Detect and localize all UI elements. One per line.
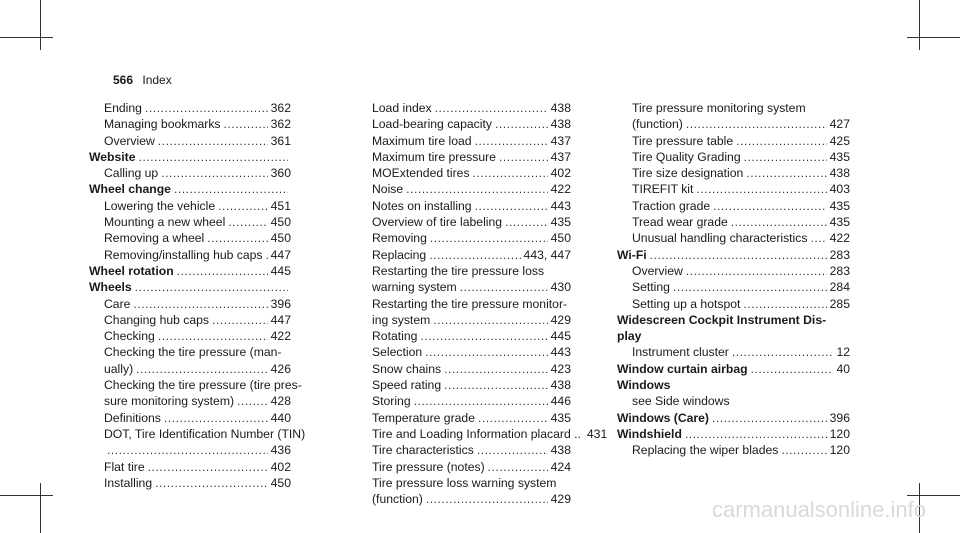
dot-leader bbox=[686, 263, 827, 279]
page-ref: 443 bbox=[550, 198, 571, 213]
dot-leader bbox=[426, 491, 548, 507]
entry-text: Tire size designation bbox=[632, 166, 744, 181]
dot-leader bbox=[174, 181, 288, 197]
index-entry bbox=[89, 100, 291, 116]
dot-leader bbox=[158, 133, 268, 149]
entry-text: Checking bbox=[104, 329, 155, 344]
entry-text: Window curtain airbag bbox=[617, 361, 748, 376]
index-heading bbox=[617, 328, 850, 344]
dot-leader bbox=[177, 263, 268, 279]
index-entry bbox=[617, 296, 850, 312]
dot-leader bbox=[731, 214, 827, 230]
page-ref: 423 bbox=[550, 361, 571, 376]
page-ref: 428 bbox=[270, 394, 291, 409]
index-entry bbox=[357, 198, 571, 214]
entry-text: Instrument cluster bbox=[632, 345, 729, 360]
page-ref: 435 bbox=[550, 215, 571, 230]
page-ref: 435 bbox=[829, 198, 850, 213]
index-entry bbox=[617, 181, 850, 197]
dot-leader bbox=[425, 344, 548, 360]
page-ref: 362 bbox=[270, 101, 291, 115]
dot-leader bbox=[475, 198, 548, 214]
page-ref: 443 bbox=[550, 345, 571, 360]
index-entry bbox=[89, 214, 291, 230]
page-ref: 426 bbox=[270, 361, 291, 376]
dot-leader bbox=[460, 279, 548, 295]
dot-leader bbox=[696, 181, 826, 197]
entry-text: ing system bbox=[372, 312, 431, 327]
index-entry bbox=[357, 149, 571, 165]
entry-text: Overview bbox=[632, 263, 683, 278]
dot-leader bbox=[135, 279, 288, 295]
page-ref: 445 bbox=[550, 329, 571, 344]
index-entry bbox=[357, 344, 571, 360]
entry-text: Removing bbox=[372, 231, 427, 246]
entry-text: Overview bbox=[104, 133, 155, 148]
entry-text: Overview of tire labeling bbox=[372, 215, 503, 230]
page-ref: 446 bbox=[550, 394, 571, 409]
index-column-2 bbox=[357, 100, 608, 507]
entry-text: Traction grade bbox=[632, 198, 711, 213]
entry-text: Tire pressure (notes) bbox=[372, 459, 485, 474]
index-heading bbox=[617, 312, 850, 328]
page-ref: 422 bbox=[829, 231, 850, 246]
index-entry bbox=[89, 393, 291, 409]
entry-text: Temperature grade bbox=[372, 410, 475, 425]
index-entry bbox=[357, 133, 571, 149]
page-ref: 403 bbox=[829, 182, 850, 197]
index-entry bbox=[617, 116, 850, 132]
entry-text: MOExtended tires bbox=[372, 166, 470, 181]
entry-text: Lowering the vehicle bbox=[104, 198, 216, 213]
page-ref: 438 bbox=[550, 117, 571, 132]
entry-text: Load index bbox=[372, 101, 432, 115]
dot-leader bbox=[686, 116, 827, 132]
dot-leader bbox=[430, 230, 548, 246]
page-ref: 435 bbox=[550, 410, 571, 425]
index-entry bbox=[357, 165, 571, 181]
page-ref: 12 bbox=[836, 345, 850, 360]
dot-leader bbox=[495, 116, 548, 132]
entry-text: Flat tire bbox=[104, 459, 145, 474]
dot-leader bbox=[212, 312, 268, 328]
dot-leader bbox=[810, 230, 826, 246]
dot-leader bbox=[781, 442, 826, 458]
entry-text: Noise bbox=[372, 182, 404, 197]
index-column-3 bbox=[617, 100, 850, 459]
entry-text: TIREFIT kit bbox=[632, 182, 694, 197]
index-heading bbox=[617, 361, 850, 377]
index-entry bbox=[617, 198, 850, 214]
dot-leader bbox=[107, 442, 268, 458]
page-ref: 427 bbox=[829, 117, 850, 132]
page-ref: 284 bbox=[829, 280, 850, 295]
index-entry bbox=[89, 426, 306, 442]
entry-text: Tire and Loading Information placard .. bbox=[372, 426, 581, 441]
index-entry bbox=[89, 475, 291, 491]
entry-text: Setting up a hotspot bbox=[632, 296, 741, 311]
entry-text: Removing a wheel bbox=[104, 231, 205, 246]
index-entry bbox=[617, 165, 850, 181]
index-entry bbox=[357, 181, 571, 197]
entry-text: Storing bbox=[372, 394, 411, 409]
entry-text: sure monitoring system) bbox=[104, 394, 235, 409]
page-ref: 435 bbox=[829, 215, 850, 230]
index-entry bbox=[357, 442, 571, 458]
entry-text: see Side windows bbox=[632, 394, 730, 409]
index-heading bbox=[89, 263, 291, 279]
index-entry bbox=[617, 279, 850, 295]
page-ref: 450 bbox=[270, 475, 291, 490]
index-entry bbox=[357, 393, 571, 409]
page-ref: 362 bbox=[270, 117, 291, 132]
page-ref: 396 bbox=[829, 410, 850, 425]
page-ref: 443, 447 bbox=[523, 247, 571, 262]
index-entry bbox=[357, 491, 571, 507]
entry-text: Unusual handling characteristics bbox=[632, 231, 808, 246]
index-entry bbox=[89, 198, 291, 214]
entry-text: Widescreen Cockpit Instrument Dis- bbox=[617, 312, 827, 327]
page-ref: 438 bbox=[829, 166, 850, 181]
page-ref: 402 bbox=[270, 459, 291, 474]
dot-leader bbox=[435, 100, 548, 116]
page-ref: 450 bbox=[270, 231, 291, 246]
dot-leader bbox=[237, 393, 268, 409]
dot-leader bbox=[743, 296, 826, 312]
dot-leader bbox=[420, 328, 547, 344]
page-ref: 429 bbox=[550, 312, 571, 327]
dot-leader bbox=[139, 149, 288, 165]
entry-text: Windows (Care) bbox=[617, 410, 709, 425]
index-heading bbox=[617, 410, 850, 426]
page-ref: 450 bbox=[550, 231, 571, 246]
crop-mark bbox=[40, 0, 41, 50]
page-number: 566 bbox=[113, 73, 134, 87]
index-entry bbox=[89, 377, 302, 393]
crop-mark bbox=[40, 483, 41, 533]
page-ref: 424 bbox=[550, 459, 571, 474]
dot-leader bbox=[685, 426, 827, 442]
index-heading bbox=[617, 426, 850, 442]
entry-text: ually) bbox=[104, 361, 134, 376]
page-ref: 451 bbox=[270, 198, 291, 213]
index-entry bbox=[617, 442, 850, 458]
entry-text: DOT, Tire Identification Number (TIN) bbox=[104, 426, 306, 441]
dot-leader bbox=[161, 165, 267, 181]
dot-leader bbox=[433, 312, 547, 328]
page-ref: 429 bbox=[550, 492, 571, 507]
index-entry bbox=[357, 377, 571, 393]
index-entry bbox=[89, 344, 291, 360]
dot-leader bbox=[650, 247, 827, 263]
index-entry bbox=[89, 165, 291, 181]
entry-text: Changing hub caps bbox=[104, 312, 210, 327]
entry-text: Calling up bbox=[104, 166, 159, 181]
entry-text: Wi-Fi bbox=[617, 247, 647, 262]
entry-text: Wheel change bbox=[89, 182, 171, 197]
dot-leader bbox=[475, 133, 548, 149]
page-ref: 438 bbox=[550, 101, 571, 115]
index-entry bbox=[357, 230, 571, 246]
dot-leader bbox=[713, 198, 827, 214]
dot-leader bbox=[133, 296, 267, 312]
entry-text: Tire pressure monitoring system bbox=[632, 101, 806, 115]
index-entry bbox=[357, 263, 571, 279]
page-ref: 438 bbox=[550, 378, 571, 393]
dot-leader bbox=[429, 247, 520, 263]
page-header bbox=[113, 73, 172, 87]
page-ref: 396 bbox=[270, 296, 291, 311]
dot-leader bbox=[266, 247, 268, 263]
index-entry bbox=[89, 116, 291, 132]
entry-text: Tire pressure table bbox=[632, 133, 734, 148]
watermark: carmanualsonline.info bbox=[711, 497, 926, 522]
index-entry bbox=[617, 344, 850, 360]
page-ref: 436 bbox=[270, 443, 291, 458]
page-ref: 360 bbox=[270, 166, 291, 181]
page-ref: 40 bbox=[836, 361, 850, 376]
page-ref: 431 bbox=[586, 426, 608, 441]
page-ref: 120 bbox=[829, 426, 850, 441]
index-heading bbox=[89, 149, 291, 165]
entry-text: Checking the tire pressure (man- bbox=[104, 345, 282, 360]
index-heading bbox=[89, 279, 291, 295]
page-ref: 438 bbox=[550, 443, 571, 458]
entry-text: Mounting a new wheel bbox=[104, 215, 226, 230]
entry-text: warning system bbox=[372, 280, 457, 295]
crop-mark bbox=[907, 495, 960, 496]
entry-text: Tire Quality Grading bbox=[632, 149, 741, 164]
entry-text: Tread wear grade bbox=[632, 215, 728, 230]
dot-leader bbox=[477, 442, 548, 458]
entry-text: Tire pressure loss warning system bbox=[372, 475, 557, 490]
dot-leader bbox=[155, 475, 268, 491]
page-ref: 447 bbox=[270, 247, 291, 262]
index-entry bbox=[89, 328, 291, 344]
index-entry bbox=[89, 230, 291, 246]
index-heading bbox=[89, 181, 291, 197]
index-entry bbox=[357, 426, 608, 442]
index-entry bbox=[89, 410, 291, 426]
entry-text: Removing/installing hub caps bbox=[104, 247, 263, 262]
index-entry bbox=[617, 149, 850, 165]
entry-text: Replacing the wiper blades bbox=[632, 443, 779, 458]
entry-text: Replacing bbox=[372, 247, 427, 262]
page-title: Index bbox=[142, 73, 172, 87]
index-entry bbox=[357, 312, 571, 328]
index-entry bbox=[89, 459, 291, 475]
index-heading bbox=[617, 247, 850, 263]
index-entry bbox=[617, 100, 850, 116]
dot-leader bbox=[207, 230, 267, 246]
index-entry bbox=[357, 116, 571, 132]
index-heading bbox=[617, 377, 850, 393]
dot-leader bbox=[746, 165, 826, 181]
index-entry bbox=[617, 393, 850, 409]
index-entry bbox=[89, 312, 291, 328]
index-entry bbox=[89, 296, 291, 312]
entry-text: Maximum tire pressure bbox=[372, 149, 496, 164]
page-ref: 430 bbox=[550, 280, 571, 295]
index-entry bbox=[89, 361, 291, 377]
page-ref: 283 bbox=[829, 263, 850, 278]
page-ref: 422 bbox=[270, 329, 291, 344]
dot-leader bbox=[673, 279, 827, 295]
entry-text: Checking the tire pressure (tire pres- bbox=[104, 378, 302, 393]
index-entry bbox=[357, 247, 571, 263]
dot-leader bbox=[488, 459, 548, 475]
entry-text: Restarting the tire pressure loss bbox=[372, 263, 545, 278]
dot-leader bbox=[414, 393, 548, 409]
page-ref: 447 bbox=[270, 312, 291, 327]
page-ref: 422 bbox=[550, 182, 571, 197]
entry-text: Ending bbox=[104, 101, 142, 115]
crop-mark bbox=[907, 37, 960, 38]
index-entry bbox=[357, 328, 571, 344]
index-entry bbox=[357, 459, 571, 475]
dot-leader bbox=[744, 149, 827, 165]
page-ref: 435 bbox=[829, 149, 850, 164]
dot-leader bbox=[158, 328, 268, 344]
entry-text: Windows bbox=[617, 378, 671, 393]
page-ref: 440 bbox=[270, 410, 291, 425]
entry-text: Restarting the tire pressure monitor- bbox=[372, 296, 568, 311]
entry-text: Managing bookmarks bbox=[104, 117, 221, 132]
page-ref: 120 bbox=[829, 443, 850, 458]
entry-text: Tire characteristics bbox=[372, 443, 474, 458]
crop-mark bbox=[0, 495, 53, 496]
dot-leader bbox=[218, 198, 268, 214]
page-ref: 361 bbox=[270, 133, 291, 148]
entry-text: Rotating bbox=[372, 329, 418, 344]
index-entry bbox=[617, 263, 850, 279]
dot-leader bbox=[228, 214, 267, 230]
index-entry bbox=[357, 100, 571, 116]
dot-leader bbox=[406, 181, 547, 197]
page-ref: 437 bbox=[550, 149, 571, 164]
page-ref: 425 bbox=[829, 133, 850, 148]
dot-leader bbox=[473, 165, 548, 181]
dot-leader bbox=[478, 410, 548, 426]
index-entry bbox=[357, 410, 571, 426]
index-entry bbox=[89, 442, 291, 458]
page-ref: 437 bbox=[550, 133, 571, 148]
dot-leader bbox=[145, 100, 268, 116]
page-ref: 283 bbox=[829, 247, 850, 262]
entry-text: Load-bearing capacity bbox=[372, 117, 492, 132]
entry-text: play bbox=[617, 329, 642, 344]
dot-leader bbox=[136, 361, 268, 377]
index-entry bbox=[89, 247, 291, 263]
index-column-1 bbox=[89, 100, 306, 491]
dot-leader bbox=[736, 133, 827, 149]
entry-text: Maximum tire load bbox=[372, 133, 472, 148]
index-entry bbox=[617, 230, 850, 246]
dot-leader bbox=[505, 214, 548, 230]
entry-text: Website bbox=[89, 149, 136, 164]
entry-text: Setting bbox=[632, 280, 670, 295]
entry-text: Snow chains bbox=[372, 361, 442, 376]
page-ref: 285 bbox=[829, 296, 850, 311]
dot-leader bbox=[224, 116, 268, 132]
entry-text: Windshield bbox=[617, 426, 682, 441]
entry-text: Installing bbox=[104, 475, 153, 490]
index-entry bbox=[357, 214, 571, 230]
index-entry bbox=[357, 475, 571, 491]
dot-leader bbox=[732, 344, 834, 360]
entry-text: (function) bbox=[632, 117, 683, 132]
dot-leader bbox=[712, 410, 827, 426]
crop-mark bbox=[0, 37, 53, 38]
page-ref: 402 bbox=[550, 166, 571, 181]
dot-leader bbox=[751, 361, 834, 377]
entry-text: Selection bbox=[372, 345, 423, 360]
index-entry bbox=[357, 361, 571, 377]
dot-leader bbox=[499, 149, 548, 165]
entry-text: Definitions bbox=[104, 410, 161, 425]
entry-text: Wheel rotation bbox=[89, 263, 174, 278]
crop-mark bbox=[919, 0, 920, 50]
index-entry bbox=[357, 279, 571, 295]
page-ref: 450 bbox=[270, 215, 291, 230]
page-ref: 445 bbox=[270, 263, 291, 278]
entry-text: Speed rating bbox=[372, 378, 442, 393]
entry-text: Wheels bbox=[89, 280, 132, 295]
dot-leader bbox=[148, 459, 268, 475]
dot-leader bbox=[164, 410, 268, 426]
dot-leader bbox=[444, 361, 548, 377]
index-entry bbox=[357, 296, 571, 312]
index-entry bbox=[617, 133, 850, 149]
entry-text: Notes on installing bbox=[372, 198, 472, 213]
entry-text: Care bbox=[104, 296, 131, 311]
index-entry bbox=[617, 214, 850, 230]
entry-text: (function) bbox=[372, 492, 423, 507]
dot-leader bbox=[444, 377, 548, 393]
index-entry bbox=[89, 133, 291, 149]
